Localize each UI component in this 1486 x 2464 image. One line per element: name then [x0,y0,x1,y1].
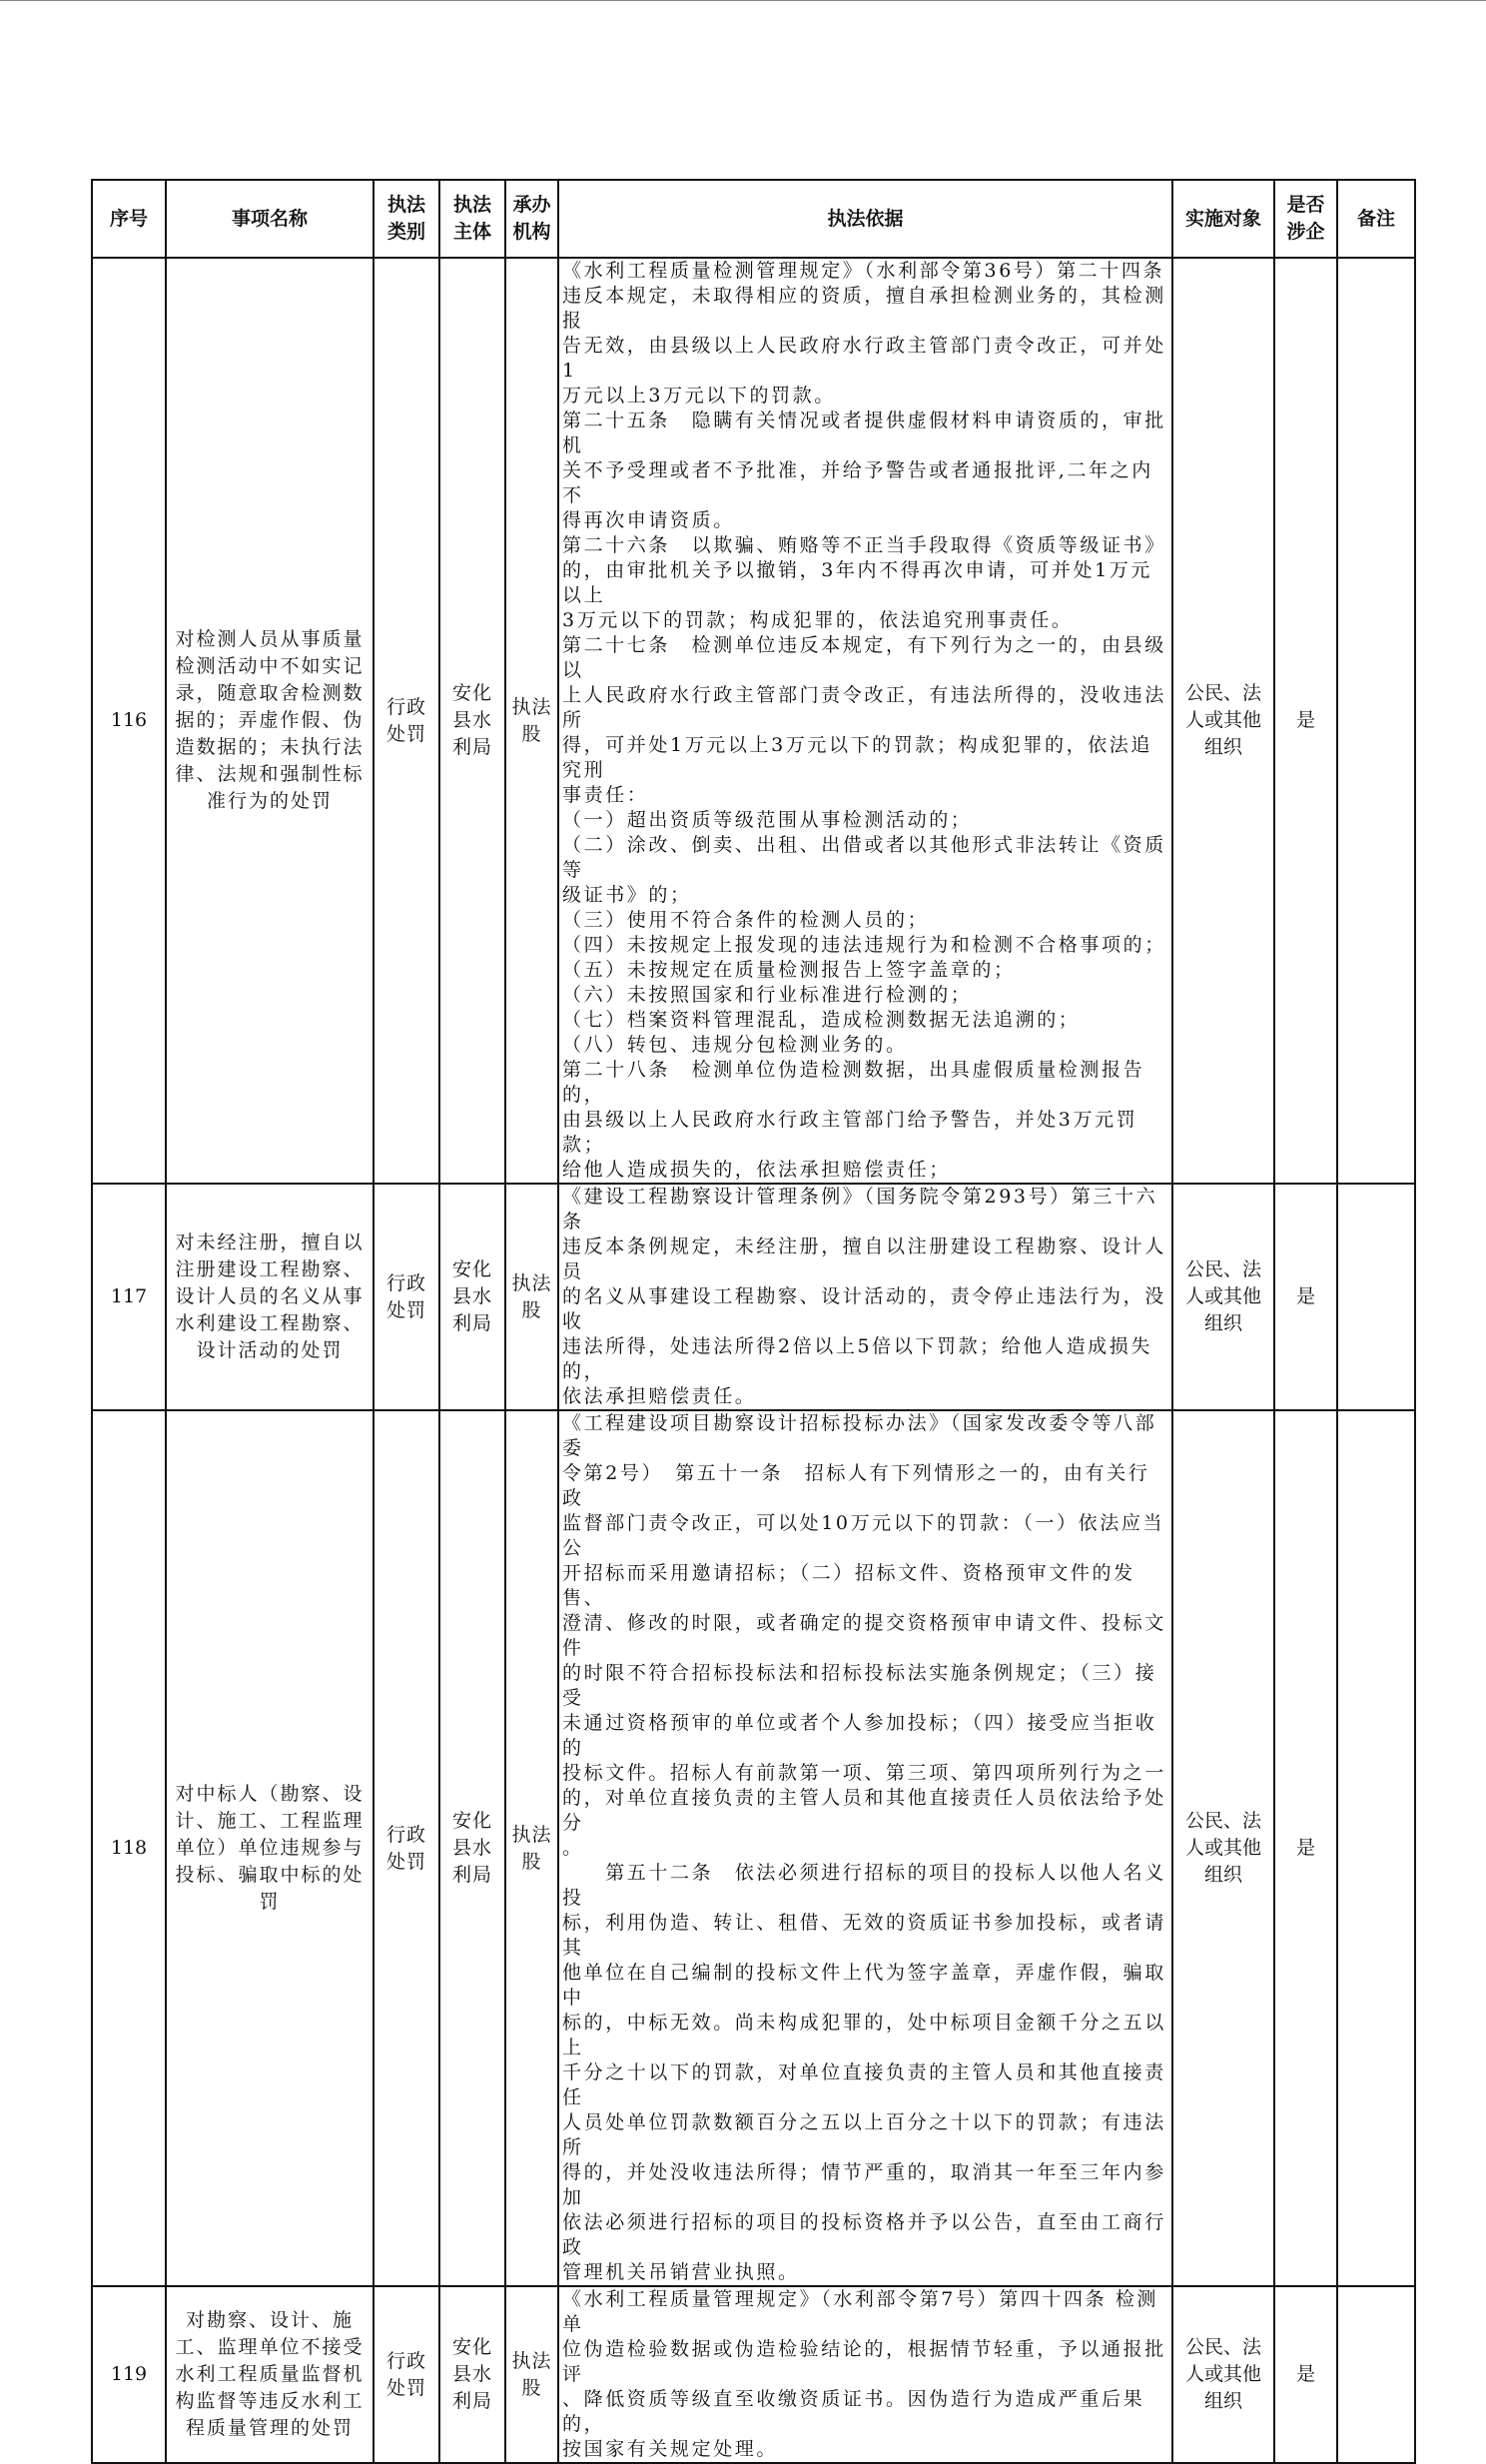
cell-enterprise: 是 [1274,258,1337,1184]
cell-subject: 安化 县水 利局 [439,2286,505,2463]
cell-item-name: 对勘察、设计、施工、监理单位不接受水利工程质量监督机构监督等违反水利工程质量管理的处罚 [166,2286,373,2463]
table-row [92,258,1415,1184]
cell-category: 行政 处罚 [373,1184,439,1410]
table-row [92,1184,1415,1410]
cell-basis: 《水利工程质量检测管理规定》（水利部令第36号）第二十四条 违反本规定，未取得相应的资质，擅自承担检测业务的，其检测报 告无效，由县级以上人民政府水行政主管部门责令改正，可并处1 万元以上3万元以下的罚款。 第二十五条 隐瞒有关情况或者提供虚假材料申请资质的，审批机 关不予受理或者不予批准，并给予警告或者通报批评,二年之内不 得再次申请资质。 第二十六条 以欺骗、贿赂等不正当手段取得《资质等级证书》 的，由审批机关予以撤销，3年内不得再次申请，可并处1万元以上 3万元以下的罚款；构成犯罪的，依法追究刑事责任。 第二十七条 检测单位违反本规定，有下列行为之一的，由县级以 上人民政府水行政主管部门责令改正，有违法所得的，没收违法所 得，可并处1万元以上3万元以下的罚款；构成犯罪的，依法追究刑 事责任： （一）超出资质等级范围从事检测活动的； （二）涂改、倒卖、出租、出借或者以其他形式非法转让《资质等 级证书》的； （三）使用不符合条件的检测人员的； （四）未按规定上报发现的违法违规行为和检测不合格事项的； （五）未按规定在质量检测报告上签字盖章的； （六）未按照国家和行业标准进行检测的； （七）档案资料管理混乱，造成检测数据无法追溯的； （八）转包、违规分包检测业务的。 第二十八条 检测单位伪造检测数据，出具虚假质量检测报告的， 由县级以上人民政府水行政主管部门给予警告，并处3万元罚款； 给他人造成损失的，依法承担赔偿责任； [558,258,1172,1184]
cell-category: 行政 处罚 [373,258,439,1184]
header-basis: 执法依据 [558,180,1172,258]
cell-item-name: 对未经注册，擅自以注册建设工程勘察、设计人员的名义从事水利建设工程勘察、设计活动的处罚 [166,1184,373,1410]
table-row [92,1410,1415,2286]
cell-target: 公民、法 人或其他 组织 [1172,258,1274,1184]
table-row [92,2286,1415,2463]
header-category: 执法 类别 [373,180,439,258]
cell-dept: 执法 股 [505,258,558,1184]
cell-basis: 《建设工程勘察设计管理条例》（国务院令第293号）第三十六条 违反本条例规定，未经注册，擅自以注册建设工程勘察、设计人员 的名义从事建设工程勘察、设计活动的，责令停止违法行为，没收 违法所得，处违法所得2倍以上5倍以下罚款；给他人造成损失的， 依法承担赔偿责任。 [558,1184,1172,1410]
cell-item-name: 对中标人（勘察、设计、施工、工程监理单位）单位违规参与投标、骗取中标的处罚 [166,1410,373,2286]
cell-remark [1337,1410,1415,2286]
cell-no: 119 [92,2286,166,2463]
cell-enterprise: 是 [1274,2286,1337,2463]
header-no: 序号 [92,180,166,258]
cell-no: 116 [92,258,166,1184]
header-dept: 承办 机构 [505,180,558,258]
cell-basis: 《工程建设项目勘察设计招标投标办法》（国家发改委令等八部委 令第2号） 第五十一条 招标人有下列情形之一的，由有关行政 监督部门责令改正，可以处10万元以下的罚款：（一）依法应当公 开招标而采用邀请招标；（二）招标文件、资格预审文件的发售、 澄清、修改的时限，或者确定的提交资格预审申请文件、投标文件 的时限不符合招标投标法和招标投标法实施条例规定；（三）接受 未通过资格预审的单位或者个人参加投标；（四）接受应当拒收的 投标文件。招标人有前款第一项、第三项、第四项所列行为之一 的，对单位直接负责的主管人员和其他直接责任人员依法给予处分 。 第五十二条 依法必须进行招标的项目的投标人以他人名义投 标，利用伪造、转让、租借、无效的资质证书参加投标，或者请其 他单位在自己编制的投标文件上代为签字盖章，弄虚作假，骗取中 标的，中标无效。尚未构成犯罪的，处中标项目金额千分之五以上 千分之十以下的罚款，对单位直接负责的主管人员和其他直接责任 人员处单位罚款数额百分之五以上百分之十以下的罚款；有违法所 得的，并处没收违法所得；情节严重的，取消其一年至三年内参加 依法必须进行招标的项目的投标资格并予以公告，直至由工商行政 管理机关吊销营业执照。 [558,1410,1172,2286]
header-remark: 备注 [1337,180,1415,258]
table-header-row [92,180,1415,258]
cell-target: 公民、法 人或其他 组织 [1172,1184,1274,1410]
header-enterprise: 是否 涉企 [1274,180,1337,258]
cell-dept: 执法 股 [505,1410,558,2286]
header-item-name: 事项名称 [166,180,373,258]
cell-enterprise: 是 [1274,1184,1337,1410]
cell-no: 118 [92,1410,166,2286]
cell-item-name: 对检测人员从事质量检测活动中不如实记录，随意取舍检测数据的；弄虚作假、伪造数据的；未执行法律、法规和强制性标准行为的处罚 [166,258,373,1184]
cell-no: 117 [92,1184,166,1410]
cell-enterprise: 是 [1274,1410,1337,2286]
cell-category: 行政 处罚 [373,1410,439,2286]
header-subject: 执法 主体 [439,180,505,258]
cell-target: 公民、法 人或其他 组织 [1172,2286,1274,2463]
cell-dept: 执法 股 [505,1184,558,1410]
cell-dept: 执法 股 [505,2286,558,2463]
cell-remark [1337,2286,1415,2463]
header-target: 实施对象 [1172,180,1274,258]
cell-subject: 安化 县水 利局 [439,1410,505,2286]
enforcement-items-table [91,179,1416,2464]
cell-remark [1337,1184,1415,1410]
cell-basis: 《水利工程质量管理规定》（水利部令第7号）第四十四条 检测单 位伪造检验数据或伪造检验结论的，根据情节轻重，予以通报批评 、降低资质等级直至收缴资质证书。因伪造行为造成严重后果的， 按国家有关规定处理。 [558,2286,1172,2463]
cell-subject: 安化 县水 利局 [439,1184,505,1410]
cell-remark [1337,258,1415,1184]
cell-category: 行政 处罚 [373,2286,439,2463]
cell-target: 公民、法 人或其他 组织 [1172,1410,1274,2286]
cell-subject: 安化 县水 利局 [439,258,505,1184]
